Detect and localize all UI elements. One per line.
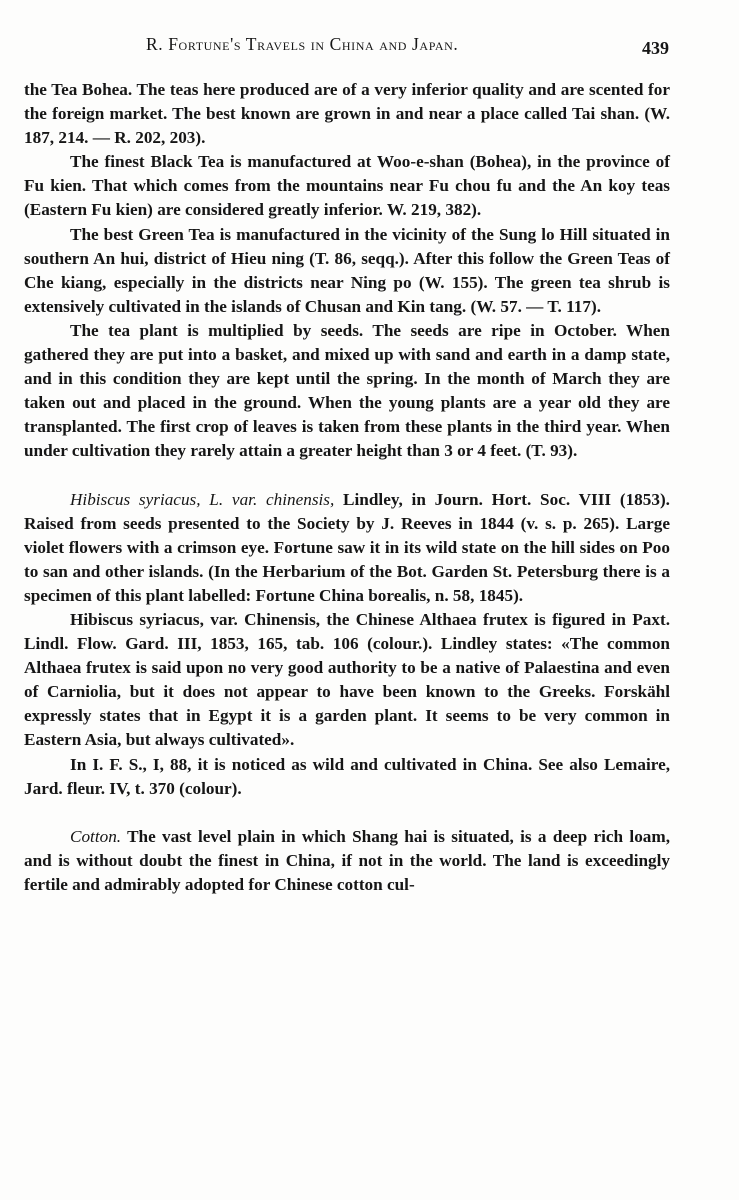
paragraph-black-tea — [24, 150, 670, 222]
paragraph-ifs — [24, 753, 670, 801]
paragraph-tea-plant — [24, 319, 670, 464]
paragraph-text: Hibiscus syriacus, var. Chinensis, the Chinese Althaea frutex is figured in Paxt. Lindl. Flow. Gard. III, 1853, 165, tab. 106 (colour.). Lindley states: «The common Althaea frutex is said upon no very good authority to be a native of Palaestina and even of Carniolia, but it does not appear to have been known to the Greeks. Forskähl expressly states that in Egypt it is a garden plant. It seems to be very common in Eastern Asia, but always cultivated». — [24, 609, 670, 750]
paragraph-hibiscus — [24, 488, 670, 608]
species-name: Hibiscus syriacus, L. var. chinensis, — [70, 489, 335, 509]
paragraph-text: The tea plant is multiplied by seeds. The seeds are ripe in October. When gathered they are put into a basket, and mixed up with sand and earth in a damp state, and in this condition they are kept until the spring. In the month of March they are taken out and placed in the ground. When the young plants are a year old they are transplanted. The first crop of leaves is taken from these plants in the third year. When under cultivation they rarely attain a greater height than 3 or 4 feet. (T. 93). — [24, 320, 670, 461]
paragraph-text: The best Green Tea is manufactured in the vicinity of the Sung lo Hill situated in southern An hui, district of Hieu ning (T. 86, seqq.). After this follow the Green Teas of Che kiang, especially in the districts near Ning po (W. 155). The green tea shrub is extensively cultivated in the islands of Chusan and Kin tang. (W. 57. — T. 117). — [24, 224, 670, 316]
section-lead: Cotton. — [70, 826, 122, 846]
paragraph-cotton — [24, 825, 670, 897]
paragraph-text: Lindley, in Journ. Hort. Soc. VIII (1853). Raised from seeds presented to the Society by J. Reeves in 1844 (v. s. p. 265). Large violet flowers with a crimson eye. Fortune saw it in its wild state on the hill sides on Poo to san and other islands. (In the Herbarium of the Bot. Garden St. Petersburg there is a specimen of this plant labelled: Fortune China borealis, n. 58, 1845). — [24, 489, 670, 605]
paragraph-text: In I. F. S., I, 88, it is noticed as wild and cultivated in China. See also Lemaire, Jard. fleur. IV, t. 370 (colour). — [24, 754, 670, 798]
page-header — [0, 34, 739, 64]
running-head: R. Fortune's Travels in China and Japan. — [146, 34, 459, 54]
paragraph-green-tea — [24, 223, 670, 319]
paragraph-text: The vast level plain in which Shang hai is situated, is a deep rich loam, and is without doubt the finest in China, if not in the world. The land is exceedingly fertile and admirably adopted for Chinese cotton cul- — [24, 826, 670, 894]
paragraph-althaea — [24, 608, 670, 753]
paragraph-tea-bohea — [24, 78, 670, 150]
page-number: 439 — [642, 38, 669, 58]
paragraph-text: the Tea Bohea. The teas here produced are of a very inferior quality and are scented for the foreign market. The best known are grown in and near a place called Tai shan. (W. 187, 214. — R. 202, 203). — [24, 80, 670, 148]
body-text — [24, 78, 670, 897]
paragraph-text: The finest Black Tea is manufactured at Woo-e-shan (Bohea), in the province of Fu kien. That which comes from the mountains near Fu chou fu and the An koy teas (Eastern Fu kien) are considered greatly inferior. W. 219, 382). — [24, 152, 670, 220]
